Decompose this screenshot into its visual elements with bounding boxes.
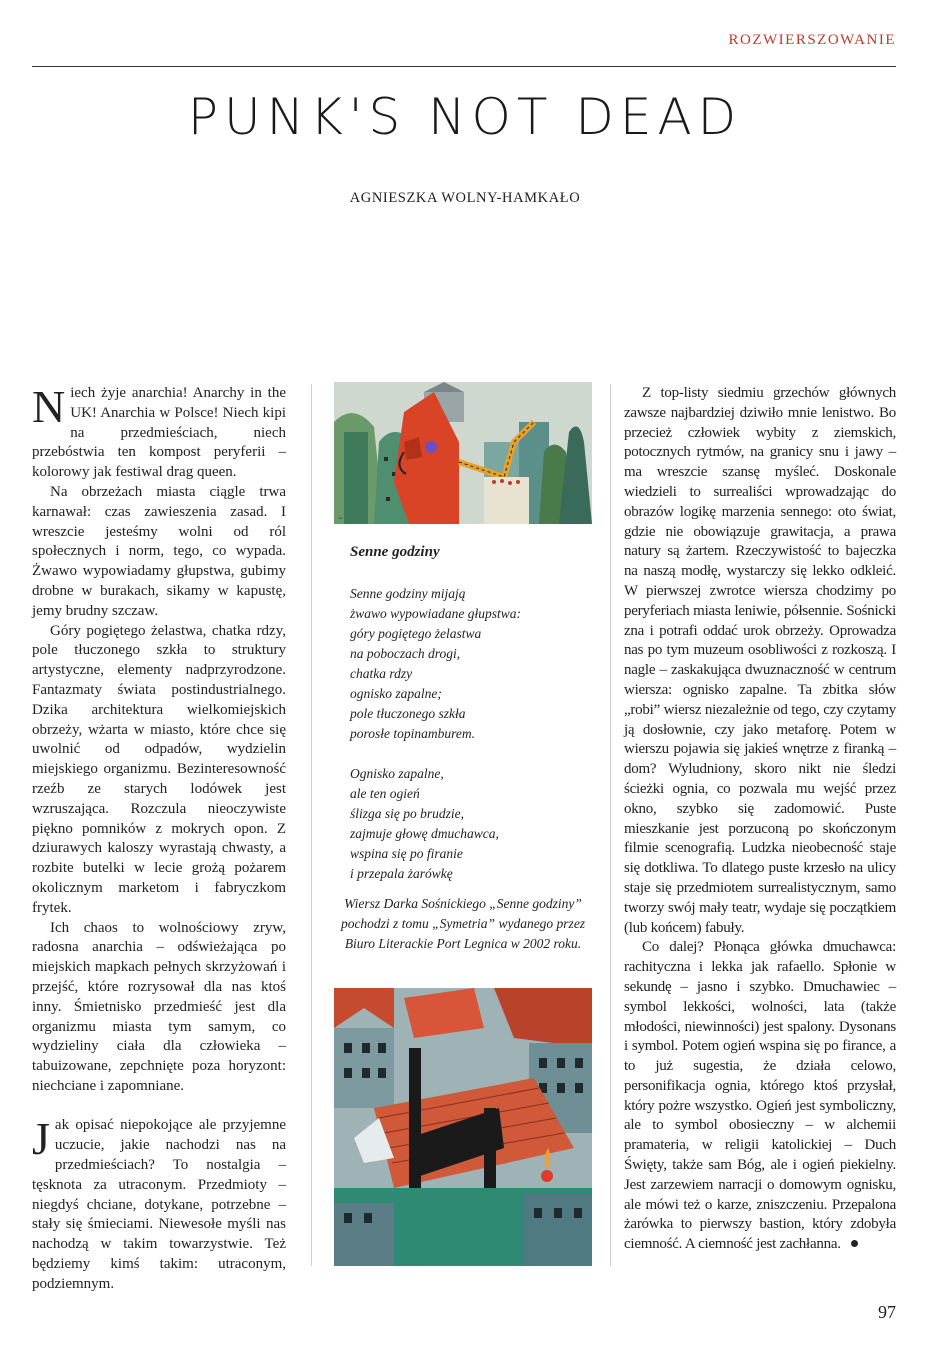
paragraph: Jak opisać niepokojące ale przyjemne uczucie, jakie nachodzi nas na przedmieściach? To nostalgia – tęsknota za utraconym. Przedmioty – niegdyś chciane, dotykane, potrzebne – stały się śmieciami. Niewesołe myśli nas nachodzą w takim towarzystwie. Też będziemy kimś takim: utraconym, podziemnym. bbox=[32, 1113, 286, 1292]
middle-column bbox=[334, 382, 592, 951]
poem-line bbox=[350, 744, 521, 764]
drop-cap: N bbox=[32, 381, 66, 432]
poem-title: Senne godziny bbox=[350, 544, 440, 560]
poem bbox=[350, 584, 521, 884]
poem-line: chatka rdzy bbox=[350, 666, 413, 681]
end-mark-icon bbox=[851, 1240, 858, 1247]
article-title: PUNK'S NOT DEAD bbox=[187, 88, 743, 146]
poem-line: pole tłuczonego szkła bbox=[350, 706, 466, 721]
poem-line: wspina się po firanie bbox=[350, 846, 463, 861]
poem-line: ślizga się po brudzie, bbox=[350, 806, 465, 821]
paragraph: Na obrzeżach miasta ciągle trwa karnawał: czas zawieszenia zasad. I wreszcie jesteśmy wolni od ról społecznych i norm, tego, co wypada. Żwawo wypowiadamy głupstwa, gubimy drobne w burakach, sikamy w kapustę, jemy brudny szczaw. bbox=[32, 483, 286, 619]
poem-line: Ognisko zapalne, bbox=[350, 766, 444, 781]
page-number: 97 bbox=[878, 1302, 896, 1322]
paragraph: Z top-listy siedmiu grzechów głównych zawsze najbardziej dziwiło mnie lenistwo. Bo przecież człowiek wybity z ziemskich, potocznych rytmów, na granicy snu i jawy – ma wreszcie szansę myśleć. Doskonale wiedzieli to surrealiści wprowadzając do obrazów logikę marzenia sennego: oto świat, gdzie nie obowiązuje grawitacja, a prawa natury są żartem. Rzeczywistość to bajeczka na naszą modłę, wystarczy się lekko odkleić. W pierwszej zwrotce wiersza chodzimy po peryferiach miasta leniwie, półsennie. Sośnicki zna i potrafi oddać urok obrzeży. Oprowadza nas po tym muzeum osobliwości z rozkoszą. I nagle – zaskakująca dwuznaczność w centrum wiersza: ognisko zapalne. Ta zbitka słów „robi” wiersz niezależnie od tego, czy czytamy ją dosłownie, czy jako metaforę. Potem w wierszu pojawia się jakieś wnętrze z firanką – dom? Wyludniony, skoro nikt nie śledzi ścieżki ognia, co pozwala mu wejść przez okno, szybko się zadomowić. Puste mieszkanie jest porzuconą po skończonym filmie scenografią. Ludzka nieobecność staje się dotkliwa. To dlatego puste krzesło na ulicy staje się przedmiotem surrealistycznym, samo tworzy swój mały teatr, wydaje się początkiem (lub końcem) fabuły. bbox=[624, 385, 896, 936]
poem-line: porosłe topinamburem. bbox=[350, 726, 475, 741]
right-column bbox=[624, 384, 896, 1255]
poem-line: góry pogiętego żelastwa bbox=[350, 626, 482, 641]
section-label: ROZWIERSZOWANIE bbox=[728, 32, 896, 48]
paragraph: Co dalej? Płonąca główka dmuchawca: rachityczna i lekka jak rafaello. Spłonie w sekundę – jasno i szybko. Dmuchawiec – symbol lekkości, wolności, lata (także młodości, niewinności) jest spalony. Dysonans i symbol. Potem ogień wspina się po firance, a to już sugestia, że działa celowo, personifikacja ognia, którego ktoś przysłał, który pożre wszystko. Ogień jest symboliczny, ale to symbol obosieczny – w alchemii pramateria, w religii katolickiej – Duch Święty, także sam Bóg, ale i ogień piekielny. Jest zarzewiem narracji o domowym ognisku, ale mówi też o karze, zniszczeniu. Przepalona żarówka to pierwszy bastion, który zdobyła ciemność. A ciemność jest zachłanna. bbox=[624, 939, 896, 1253]
poem-line: zajmuje głowę dmuchawca, bbox=[350, 826, 499, 841]
svg-text:~: ~ bbox=[338, 515, 344, 522]
column-divider bbox=[311, 384, 312, 1266]
poem-line: żwawo wypowiadane głupstwa: bbox=[350, 606, 522, 621]
article-author: AGNIESZKA WOLNY-HAMKAŁO bbox=[349, 190, 581, 206]
paragraph: Niech żyje anarchia! Anarchy in the UK! Anarchia w Polsce! Niech kipi na przedmieściach, niech przebóstwia ten kompost peryferii – kolorowy jak festiwal drag queen. bbox=[32, 381, 286, 481]
column-divider bbox=[610, 384, 611, 1266]
poem-caption: Wiersz Darka Sośnickiego „Senne godziny” pochodzi z tomu „Symetria” wydanego przez Biuro Literackie Port Legnica w 2002 roku. bbox=[340, 896, 586, 951]
paragraph: Ich chaos to wolnościowy zryw, radosna anarchia – odświeżająca po miejskich mapkach pełnych skrzyżowań i przejść, które rozrysował dla nas ktoś inny. Śmietnisko przedmieść jest dla organizmu miasta tym samym, co wydzieliny ciała dla człowieka – tabuizowane, zepchnięte poza horyzont: niechciane i zapomniane. bbox=[32, 919, 286, 1094]
poem-line: ognisko zapalne; bbox=[350, 686, 442, 701]
illustration-dandelion-head bbox=[334, 382, 592, 524]
left-column bbox=[32, 381, 286, 1295]
header-rule bbox=[32, 66, 896, 67]
drop-cap: J bbox=[32, 1113, 50, 1165]
poem-line: Senne godziny mijają bbox=[350, 586, 466, 601]
poem-line: na poboczach drogi, bbox=[350, 646, 461, 661]
poem-line: ale ten ogień bbox=[350, 786, 420, 801]
poem-line: i przepala żarówkę bbox=[350, 866, 453, 881]
paragraph: Góry pogiętego żelastwa, chatka rdzy, pole tłuczonego szkła to struktury artystyczne, elementy nadprzyrodzone. Fantazmaty świata postindustrialnego. Dzika architektura wielkomiejskich obrzeży, wżarta w miasto, które chce się uwolnić od odpadów, wydzielin miejskiego organizmu. Bezinteresowność rzeźb ze starych lodówek jest wzruszająca. Rozczula nieoczywiste piękno pomników z mokrych opon. Z dziurawych kaloszy wyrastają chwasty, a rozbite butelki w lecie grożą pożarem okolicznym marketom i fabryczkom frytek. bbox=[32, 622, 286, 916]
illustration-chair-city bbox=[334, 988, 592, 1266]
